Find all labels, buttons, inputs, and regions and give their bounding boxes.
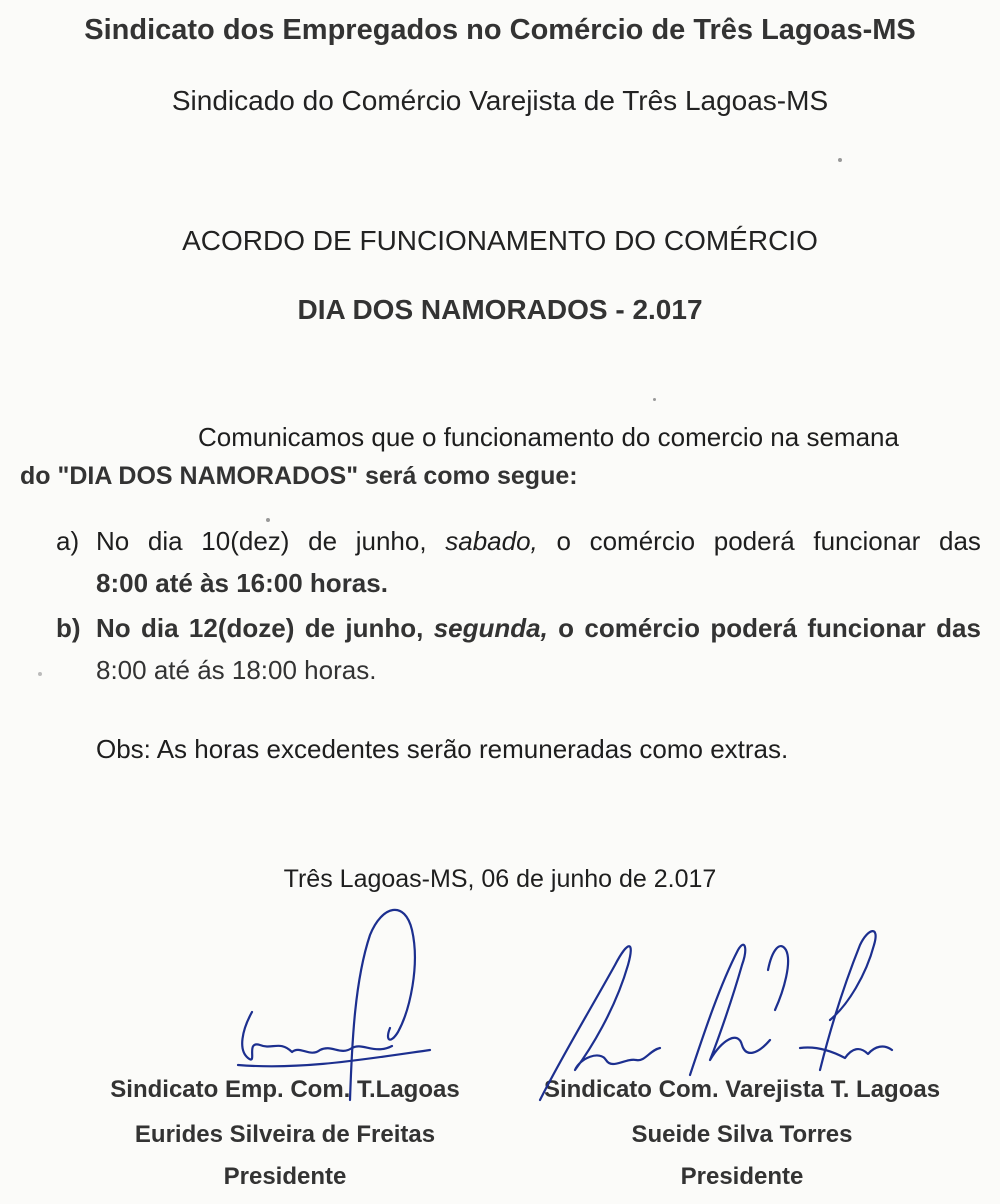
list-item-word: o (558, 613, 575, 643)
paper-speck (653, 398, 656, 401)
list-item-marker: b) (56, 613, 81, 643)
signature-block-right (522, 1075, 962, 1192)
list-item-word: de (304, 613, 336, 643)
signature-right-part2 (690, 945, 770, 1075)
signature-organization: Sindicato Emp. Com. T.Lagoas (110, 1076, 460, 1103)
list-item-hours: 8:00 até ás 18:00 horas. (96, 655, 377, 685)
signature-name: Sueide Silva Torres (631, 1121, 853, 1148)
list-item-word: No (96, 526, 130, 556)
list-item-day: sabado, (445, 526, 538, 556)
signature-name: Eurides Silveira de Freitas (134, 1121, 436, 1148)
list-item-word: funcionar (813, 526, 921, 556)
list-item-word: comércio (589, 526, 696, 556)
list-item-word: comércio (584, 613, 700, 643)
list-item-word: 12(doze) (188, 613, 295, 643)
list-item-hours: 8:00 até às 16:00 horas. (96, 568, 388, 598)
paper-speck (38, 672, 42, 676)
list-item-text (96, 613, 981, 644)
signature-right-part4 (768, 946, 788, 1010)
signature-role: Presidente (223, 1163, 347, 1190)
list-item-word: junho, (355, 526, 427, 556)
list-item-word: funcionar (807, 613, 926, 643)
signature-block-left (65, 1075, 505, 1192)
list-item-word: No (96, 613, 131, 643)
paper-speck (266, 518, 270, 522)
signature-organization: Sindicato Com. Varejista T. Lagoas (543, 1076, 941, 1103)
list-item-word: poderá (710, 613, 797, 643)
signature-left-flourish (242, 1012, 392, 1060)
signature-left-loop (350, 910, 415, 1100)
date-line: Três Lagoas-MS, 06 de junho de 2.017 (283, 865, 717, 893)
list-item-word: o (556, 526, 571, 556)
document-subtitle: DIA DOS NAMORADOS - 2.017 (297, 294, 703, 325)
signature-right-part3 (800, 931, 892, 1070)
document-title: ACORDO DE FUNCIONAMENTO DO COMÉRCIO (182, 225, 818, 256)
paper-speck (838, 158, 842, 162)
signature-role: Presidente (680, 1163, 804, 1190)
list-item-word: dia (141, 613, 179, 643)
list-item-day: segunda, (433, 613, 548, 643)
list-item-word: 10(dez) (201, 526, 290, 556)
observation-note: Obs: As horas excedentes serão remuneradas como extras. (96, 734, 789, 764)
intro-paragraph-line2: do "DIA DOS NAMORADOS" será como segue: (20, 462, 578, 490)
list-item-word: de (308, 526, 338, 556)
list-item-word: dia (147, 526, 183, 556)
intro-paragraph-line1: Comunicamos que o funcionamento do comercio na semana (198, 422, 899, 452)
union-retail-header: Sindicado do Comércio Varejista de Três Lagoas-MS (171, 85, 829, 116)
list-item-word: junho, (345, 613, 424, 643)
list-item-text (96, 526, 981, 557)
list-item-marker: a) (56, 526, 80, 556)
list-item-word: das (936, 613, 981, 643)
list-item-word: das (939, 526, 981, 556)
list-item-word: poderá (713, 526, 795, 556)
signature-left-underline (238, 1050, 430, 1066)
union-employees-header: Sindicato dos Empregados no Comércio de Três Lagoas-MS (84, 14, 916, 46)
